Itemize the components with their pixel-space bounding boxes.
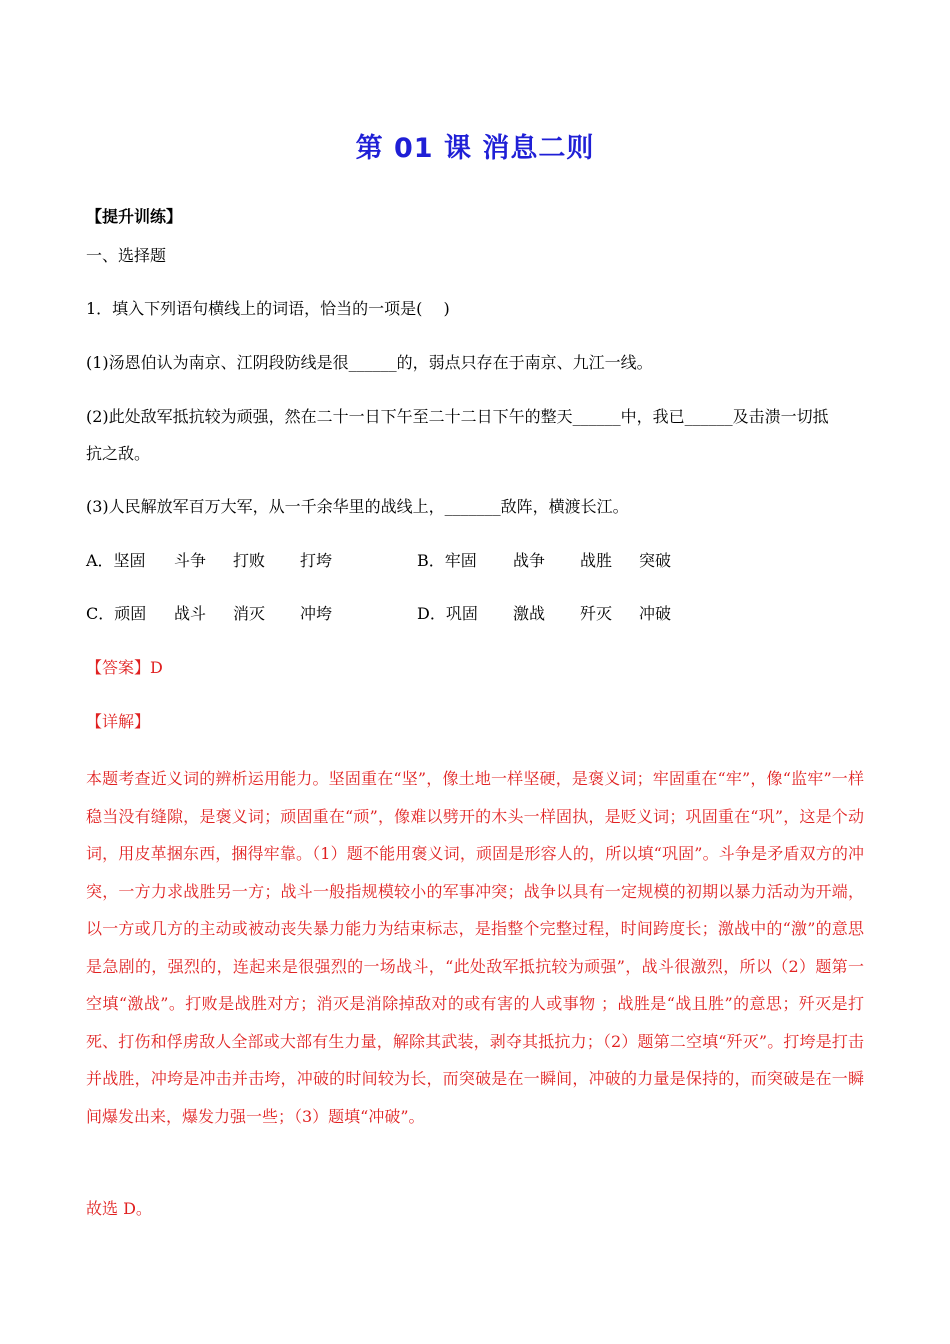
sentence-3: (3)人民解放军百万大军，从一千余华里的战线上，_______敌阵，横渡长江。 <box>86 497 629 516</box>
option-a-word-2: 斗争 <box>174 551 207 570</box>
option-a-word-3: 打败 <box>233 551 266 570</box>
question-stem: 1．填入下列语句横线上的词语，恰当的一项是( ) <box>86 299 450 318</box>
sentence-2-line-1: (2)此处敌军抵抗较为顽强，然在二十一日下午至二十二日下午的整天______中，我已______及击溃一切抵 <box>86 407 829 426</box>
detail-explanation <box>86 760 864 1135</box>
option-d-word-3: 歼灭 <box>580 604 613 623</box>
part-label: 一、选择题 <box>86 246 167 265</box>
page-title: 第 01 课 消息二则 <box>355 133 595 164</box>
option-b-word-3: 战胜 <box>580 551 613 570</box>
option-b-word-2: 战争 <box>513 551 546 570</box>
section-label: 【提升训练】 <box>86 207 183 226</box>
option-b-label: B．牢固 <box>417 551 477 570</box>
answer-line <box>86 657 866 679</box>
detail-text: 本题考查近义词的辨析运用能力。坚固重在“坚”，像土地一样坚硬，是褒义词；牢固重在“牢”，像“监牢”一样稳当没有缝隙，是褒义词；顽固重在“顽”，像难以劈开的木头一样固执，是贬义词；巩固重在“巩”，这是个动词，用皮革捆东西，捆得牢靠。（1）题不能用褒义词，顽固是形容人的，所以填“巩固”。斗争是矛盾双方的冲突，一方力求战胜另一方；战斗一般指规模较小的军事冲突；战争以具有一定规模的初期以暴力活动为开端，以一方或几方的主动或被动丧失暴力能力为结束标志，是指整个完整过程，时间跨度长；激战中的“激”的意思是急剧的，强烈的，连起来是很强烈的一场战斗，“此处敌军抵抗较为顽强”，战斗很激烈，所以（2）题第一空填“激战”。打败是战胜对方；消灭是消除掉敌对的或有害的人或事物 ；战胜是“战且胜”的意思；歼灭是打死、打伤和俘虏敌人全部或大部有生力量，解除其武装，剥夺其抵抗力；（2）题第二空填“歼灭”。打垮是打击并战胜，冲垮是冲击并击垮，冲破的时间较为长，而突破是在一瞬间，冲破的力量是保持的，而突破是在一瞬间爆发出来，爆发力强一些；（3）题填“冲破”。 <box>86 769 864 1126</box>
option-a-label: A．坚固 <box>86 551 146 570</box>
option-c-word-2: 战斗 <box>174 604 207 623</box>
option-a-word-4: 打垮 <box>300 551 333 570</box>
detail-label: 【详解】 <box>86 712 151 731</box>
option-d-word-4: 冲破 <box>639 604 672 623</box>
option-d-label: D．巩固 <box>417 604 478 623</box>
option-c-label: C．顽固 <box>86 604 147 623</box>
option-c-word-4: 冲垮 <box>300 604 333 623</box>
sentence-1: (1)汤恩伯认为南京、江阴段防线是很______的，弱点只存在于南京、九江一线。 <box>86 353 653 372</box>
conclusion: 故选 D。 <box>86 1199 152 1218</box>
answer-label: 【答案】 <box>86 658 151 677</box>
sentence-2-line-2: 抗之敌。 <box>86 444 151 463</box>
option-c-word-3: 消灭 <box>233 604 266 623</box>
option-d-word-2: 激战 <box>513 604 546 623</box>
option-b-word-4: 突破 <box>639 551 672 570</box>
answer-value: D <box>150 658 163 677</box>
